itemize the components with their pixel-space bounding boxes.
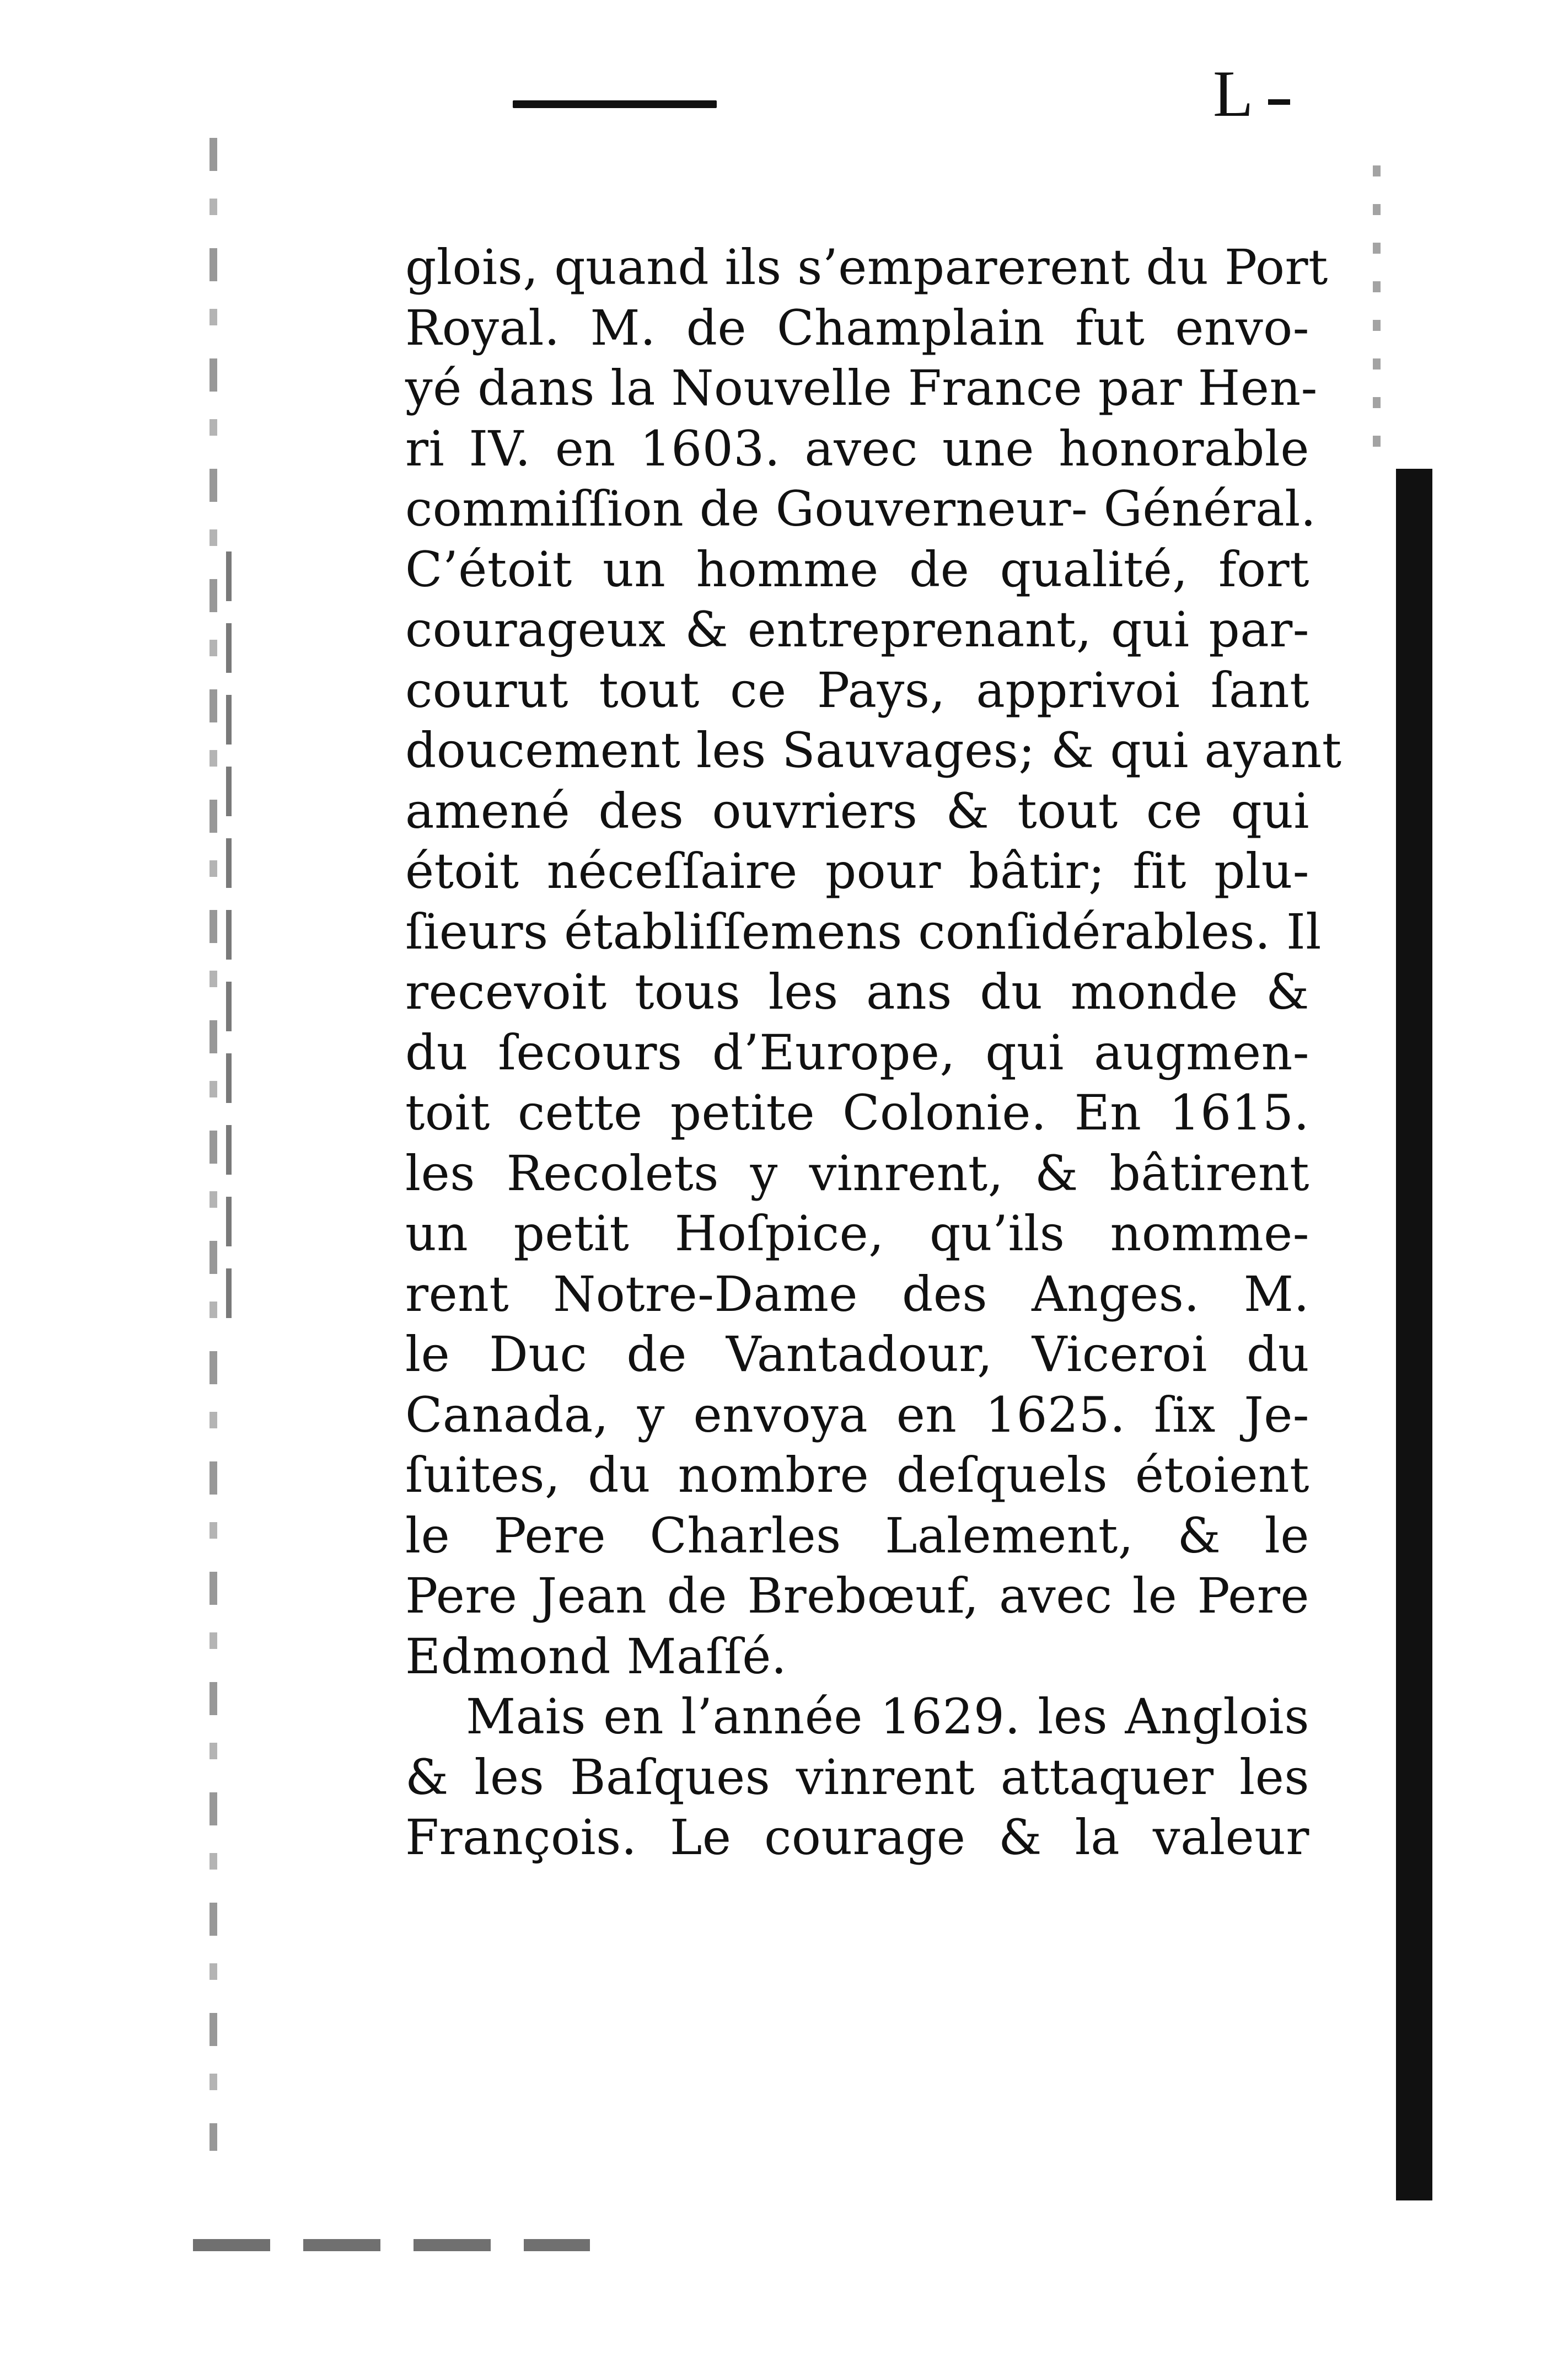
text-line: du ſecours d’Europe, qui augmen-	[405, 1024, 1309, 1081]
text-line: Mais en l’année 1629. les Anglois	[466, 1688, 1309, 1745]
text-line: François. Le courage & la valeur	[405, 1809, 1309, 1866]
text-line: ſieurs établiſſemens conſidérables. Il	[405, 903, 1322, 960]
text-line: Canada, y envoya en 1625. ſix Je-	[405, 1386, 1309, 1443]
text-line: Edmond Maſſé.	[405, 1627, 787, 1685]
text-line: le Pere Charles Lalement, & le	[405, 1507, 1309, 1564]
text-line: toit cette petite Colonie. En 1615.	[405, 1084, 1309, 1141]
scan-smudge-bottom	[193, 2239, 590, 2251]
scan-speckle-right	[1373, 165, 1381, 452]
text-line: recevoit tous les ans du monde &	[405, 963, 1309, 1020]
text-line: Pere Jean de Brebœuf, avec le Pere	[405, 1567, 1309, 1624]
text-line: commiſſion de Gouverneur- Général.	[405, 480, 1317, 537]
text-line: courageux & entreprenant, qui par-	[405, 601, 1309, 658]
page-signature-mark: L	[1213, 57, 1254, 130]
text-line: Royal. M. de Champlain fut envo-	[405, 299, 1309, 356]
text-line: le Duc de Vantadour, Viceroi du	[405, 1326, 1309, 1383]
header-dash	[1268, 99, 1290, 105]
text-line: ri IV. en 1603. avec une honorable	[405, 420, 1309, 477]
text-line: ſuites, du nombre deſquels étoient	[405, 1447, 1309, 1503]
text-line: doucement les Sauvages; & qui ayant	[405, 722, 1342, 779]
text-line: rent Notre-Dame des Anges. M.	[405, 1265, 1309, 1322]
text-line: C’étoit un homme de qualité, fort	[405, 540, 1309, 598]
binding-shadow-left	[210, 138, 217, 2151]
text-line: courut tout ce Pays, apprivoi ſant	[405, 661, 1309, 719]
page-body-text	[405, 237, 1342, 1868]
text-line: étoit néceſſaire pour bâtir; fit plu-	[405, 843, 1309, 899]
text-line: yé dans la Nouvelle France par Hen-	[405, 360, 1318, 416]
text-line: glois, quand ils s’emparerent du Port	[405, 239, 1328, 296]
text-line: les Recolets y vinrent, & bâtirent	[405, 1144, 1309, 1202]
binding-shadow-left-inner	[226, 551, 232, 1324]
page-edge-shadow-right	[1396, 469, 1432, 2200]
text-line: un petit Hoſpice, qu’ils nomme-	[405, 1205, 1309, 1262]
text-line: & les Baſques vinrent attaquer les	[405, 1748, 1309, 1806]
text-line: amené des ouvriers & tout ce qui	[405, 782, 1309, 839]
header-rule	[513, 100, 717, 108]
